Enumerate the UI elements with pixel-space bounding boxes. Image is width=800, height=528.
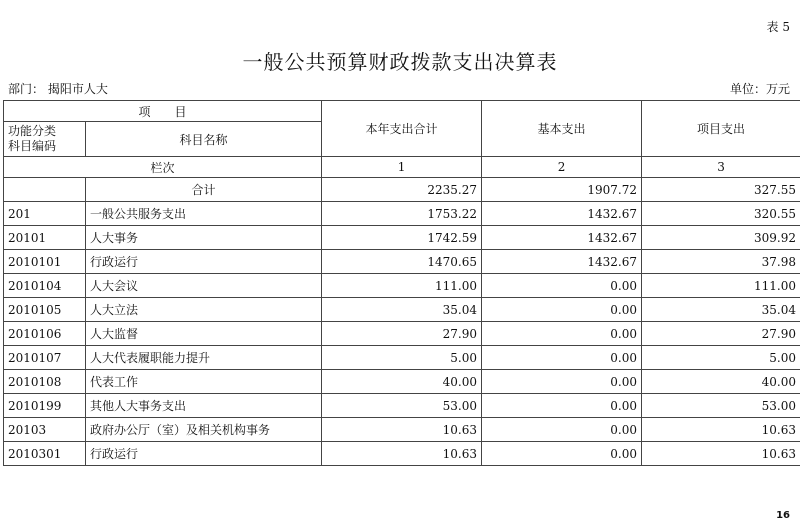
row-code: 2010106 (4, 322, 86, 346)
header-col-index-1: 1 (322, 157, 482, 178)
total-row (4, 178, 800, 202)
row-total: 35.04 (322, 298, 482, 322)
row-basic: 1432.67 (482, 226, 642, 250)
row-project: 320.55 (642, 202, 800, 226)
row-code: 2010301 (4, 442, 86, 466)
row-basic: 0.00 (482, 442, 642, 466)
row-subject-name: 代表工作 (86, 370, 322, 394)
header-col-index-3: 3 (642, 157, 800, 178)
row-basic: 1432.67 (482, 250, 642, 274)
row-code: 2010104 (4, 274, 86, 298)
row-project: 5.00 (642, 346, 800, 370)
row-project: 327.55 (642, 178, 800, 202)
header-func-class-line2: 科目编码 (8, 139, 57, 153)
unit-label: 单位：万元 (729, 82, 790, 96)
header-project-col: 项目支出 (642, 101, 800, 157)
row-total: 10.63 (322, 442, 482, 466)
row-basic: 0.00 (482, 298, 642, 322)
row-total: 1470.65 (322, 250, 482, 274)
row-subject-name: 人大立法 (86, 298, 322, 322)
header-func-class (4, 122, 86, 157)
row-subject-name: 行政运行 (86, 442, 322, 466)
row-code: 2010107 (4, 346, 86, 370)
row-code: 2010105 (4, 298, 86, 322)
row-subject-name: 一般公共服务支出 (86, 202, 322, 226)
row-project: 10.63 (642, 418, 800, 442)
header-col-index-2: 2 (482, 157, 642, 178)
row-basic: 0.00 (482, 418, 642, 442)
row-subject-name: 合计 (86, 178, 322, 202)
row-code: 2010101 (4, 250, 86, 274)
table-row (4, 442, 800, 466)
row-total: 27.90 (322, 322, 482, 346)
row-total: 53.00 (322, 394, 482, 418)
table-row (4, 202, 800, 226)
row-project: 40.00 (642, 370, 800, 394)
row-code: 201 (4, 202, 86, 226)
row-total: 10.63 (322, 418, 482, 442)
row-project: 35.04 (642, 298, 800, 322)
row-total: 5.00 (322, 346, 482, 370)
row-basic: 0.00 (482, 370, 642, 394)
row-subject-name: 人大会议 (86, 274, 322, 298)
row-subject-name: 人大代表履职能力提升 (86, 346, 322, 370)
expenditure-table (3, 100, 800, 466)
table-number: 表 5 (766, 20, 790, 34)
row-project: 309.92 (642, 226, 800, 250)
row-project: 10.63 (642, 442, 800, 466)
row-code (4, 178, 86, 202)
row-project: 27.90 (642, 322, 800, 346)
row-project: 111.00 (642, 274, 800, 298)
header-subject-name: 科目名称 (86, 122, 322, 157)
table-row (4, 298, 800, 322)
row-subject-name: 政府办公厅（室）及相关机构事务 (86, 418, 322, 442)
page-title: 一般公共预算财政拨款支出决算表 (242, 50, 558, 74)
table-row (4, 322, 800, 346)
table-row (4, 394, 800, 418)
row-subject-name: 其他人大事务支出 (86, 394, 322, 418)
page-number: 16 (776, 510, 790, 521)
table-row (4, 226, 800, 250)
row-basic: 0.00 (482, 394, 642, 418)
row-code: 20103 (4, 418, 86, 442)
table-row (4, 250, 800, 274)
row-subject-name: 行政运行 (86, 250, 322, 274)
row-total: 1753.22 (322, 202, 482, 226)
table-row (4, 346, 800, 370)
row-basic: 0.00 (482, 346, 642, 370)
row-basic: 0.00 (482, 322, 642, 346)
row-basic: 1907.72 (482, 178, 642, 202)
row-subject-name: 人大事务 (86, 226, 322, 250)
row-code: 20101 (4, 226, 86, 250)
header-func-class-line1: 功能分类 (8, 124, 57, 138)
table-row (4, 370, 800, 394)
row-total: 2235.27 (322, 178, 482, 202)
row-basic: 1432.67 (482, 202, 642, 226)
row-total: 1742.59 (322, 226, 482, 250)
row-basic: 0.00 (482, 274, 642, 298)
row-project: 37.98 (642, 250, 800, 274)
row-project: 53.00 (642, 394, 800, 418)
table-row (4, 418, 800, 442)
row-subject-name: 人大监督 (86, 322, 322, 346)
row-code: 2010199 (4, 394, 86, 418)
row-code: 2010108 (4, 370, 86, 394)
row-total: 111.00 (322, 274, 482, 298)
row-total: 40.00 (322, 370, 482, 394)
table-row (4, 274, 800, 298)
header-project: 项 目 (4, 101, 322, 122)
header-col-index-label: 栏次 (4, 157, 322, 178)
header-total-col: 本年支出合计 (322, 101, 482, 157)
department-label: 部门： 揭阳市人大 (8, 82, 108, 96)
header-basic-col: 基本支出 (482, 101, 642, 157)
